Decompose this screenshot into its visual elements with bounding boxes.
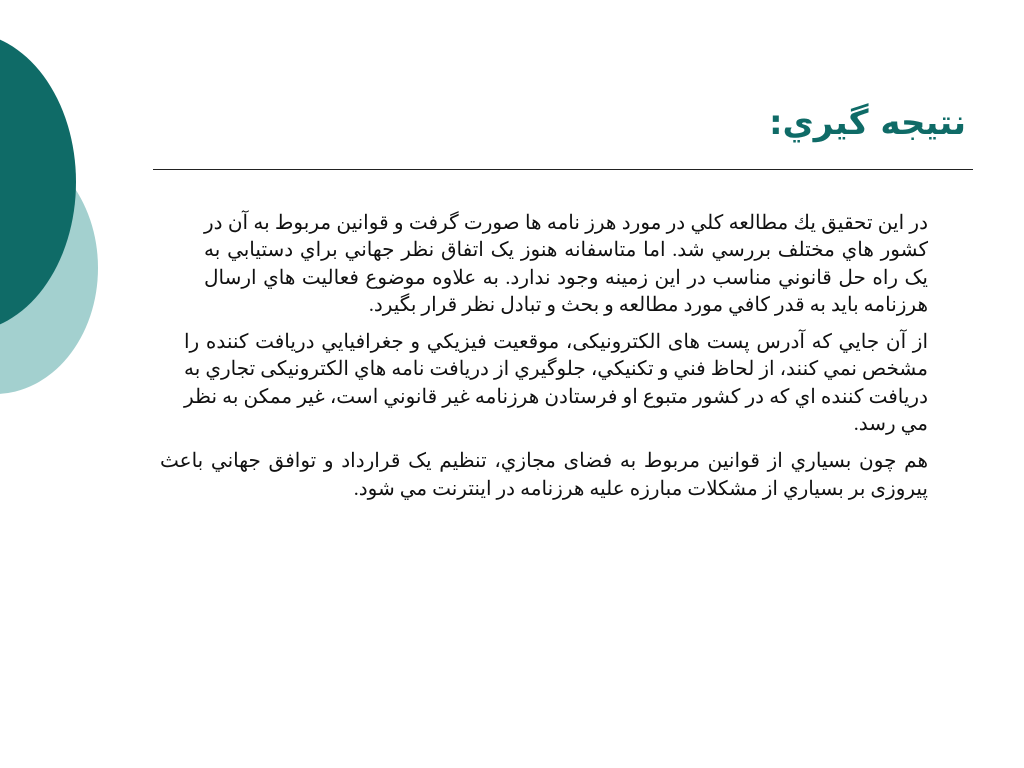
paragraph-3: هم چون بسياري از قوانين مربوط به فضای مجازي، تنظيم يک قرارداد و توافق جهاني باعث پيروزی بر بسياري از مشکلات مبارزه عليه هرزنامه در اينترنت مي شود. [160, 450, 928, 500]
paragraph-1: در اين تحقيق يك مطالعه كلي در مورد هرز نامه ها صورت گرفت و قوانين مربوط به آن در كشور هاي مختلف بررسي شد. اما متاسفانه هنوز يک اتفاق نظر جهاني براي دستيابي به يک راه حل قانوني مناسب در اين زمينه وجود ندارد. به علاوه موضوع فعاليت هاي ارسال هرزنامه بايد به قدر کافي مورد مطالعه و بحث و تبادل نظر قرار بگيرد. [204, 212, 928, 316]
slide-title: نتيجه گيري: [768, 103, 966, 143]
paragraph-2: از آن جايي که آدرس پست های الكترونيكی، موقعيت فيزيکي و جغرافيايي دريافت کننده را مشخص نمي کنند، از لحاظ فني و تکنيکي، جلوگيري از دريافت نامه هاي الكترونيكی تجاري به دريافت کننده اي که در کشور متبوع او فرستادن هرزنامه غير قانوني است، غير ممکن به نظر مي رسد. [184, 331, 928, 436]
title-divider [153, 169, 973, 170]
slide-body [160, 210, 932, 503]
